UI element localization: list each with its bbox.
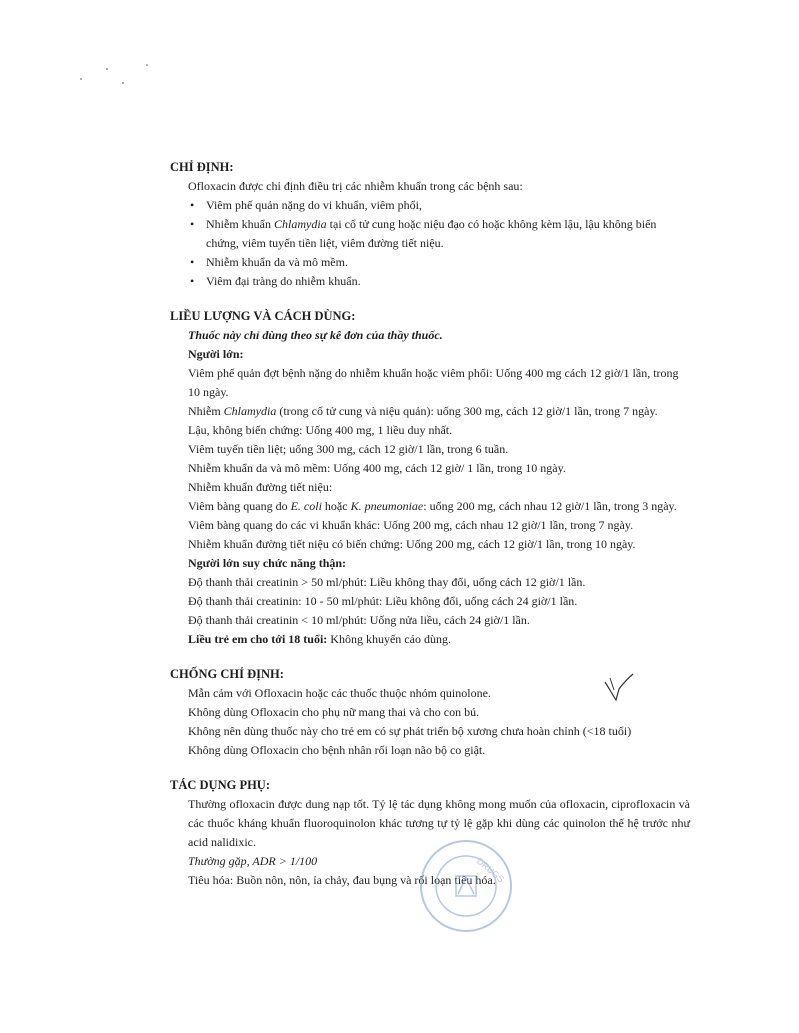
dose-line: Độ thanh thải creatinin < 10 ml/phút: Uống nửa liều, cách 24 giờ/1 lần. <box>188 613 530 627</box>
heading-lieu-luong: LIỀU LƯỢNG VÀ CÁCH DÙNG: <box>170 309 356 323</box>
heading-tac-dung-phu: TÁC DỤNG PHỤ: <box>170 778 270 792</box>
dose-line: Nhiễm khuẩn đường tiết niệu có biến chứng: Uống 200 mg, cách 12 giờ/1 lần, trong 10 ngày. <box>188 537 636 551</box>
contraindication-item: Không nên dùng thuốc này cho trẻ em có sự phát triển bộ xương chưa hoàn chỉnh (<18 tuổi) <box>188 724 632 738</box>
section-lieu-luong <box>170 307 690 649</box>
contraindication-item: Mẫn cảm với Ofloxacin hoặc các thuốc thuộc nhóm quinolone. <box>188 686 491 700</box>
adult-label: Người lớn: <box>188 347 244 361</box>
side-effect-gi: Tiêu hóa: Buồn nôn, nôn, ỉa chảy, đau bụng và rối loạn tiêu hóa. <box>188 873 496 887</box>
seal-stamp <box>418 838 514 934</box>
dose-line: Nhiễm khuẩn da và mô mềm: Uống 400 mg, cách 12 giờ/ 1 lần, trong 10 ngày. <box>188 461 566 475</box>
list-item: • Nhiễm khuẩn da và mô mềm. <box>188 253 690 272</box>
list-item: • Viêm phế quản nặng do vi khuẩn, viêm phổi, <box>188 196 690 215</box>
dose-line: Độ thanh thải creatinin > 50 ml/phút: Liều không thay đổi, uống cách 12 giờ/1 lần. <box>188 575 586 589</box>
heading-chong-chi-dinh: CHỐNG CHỈ ĐỊNH: <box>170 667 284 681</box>
dose-line: Nhiễm khuẩn đường tiết niệu: <box>188 480 333 494</box>
list-item: • Viêm đại tràng do nhiễm khuẩn. <box>188 272 690 291</box>
renal-label: Người lớn suy chức năng thận: <box>188 556 347 570</box>
scan-specks <box>78 62 158 92</box>
chi-dinh-list <box>170 196 690 291</box>
heading-chi-dinh: CHỈ ĐỊNH: <box>170 160 234 174</box>
dose-line: Viêm bàng quang do E. coli hoặc K. pneumoniae: uống 200 mg, cách nhau 12 giờ/1 lần, trong 3 ngày. <box>188 499 677 513</box>
list-item: • Nhiễm khuẩn Chlamydia tại cổ tử cung hoặc niệu đạo có hoặc không kèm lậu, lậu không biến chứng, viêm tuyến tiền liệt, viêm đường tiết niệu. <box>188 215 690 253</box>
prescription-note: Thuốc này chỉ dùng theo sự kê đơn của thầy thuốc. <box>188 328 443 342</box>
side-effect-paragraph: Thường ofloxacin được dung nạp tốt. Tỷ lệ tác dụng không mong muốn của ofloxacin, ciprofloxacin và các thuốc kháng khuẩn fluoroquinolon khác tương tự tỷ lệ gặp khi dùng các quinolon thế hệ trước như acid nalidixic. <box>188 797 690 849</box>
dose-line: Lậu, không biến chứng: Uống 400 mg, 1 liều duy nhất. <box>188 423 453 437</box>
dose-line: Viêm phế quản đợt bệnh nặng do nhiễm khuẩn hoặc viêm phổi: Uống 400 mg cách 12 giờ/1 lần, trong 10 ngày. <box>188 366 679 399</box>
section-chi-dinh <box>170 158 690 291</box>
contraindication-item: Không dùng Ofloxacin cho bệnh nhân rối loạn não bộ co giật. <box>188 743 486 757</box>
dose-line: Viêm tuyến tiền liệt; uống 300 mg, cách 12 giờ/1 lần, trong 6 tuần. <box>188 442 509 456</box>
document-body <box>170 158 690 906</box>
dose-line: Độ thanh thải creatinin: 10 - 50 ml/phút: Liều không đổi, uống cách 24 giờ/1 lần. <box>188 594 578 608</box>
dose-line: Viêm bàng quang do các vi khuẩn khác: Uống 200 mg, cách nhau 12 giờ/1 lần, trong 7 ngày. <box>188 518 634 532</box>
dose-line: Nhiễm Chlamydia (trong cổ tử cung và niệu quản): uống 300 mg, cách 12 giờ/1 lần, trong 7 ngày. <box>188 404 658 418</box>
frequency-note: Thường gặp, ADR > 1/100 <box>188 854 318 868</box>
contraindication-item: Không dùng Ofloxacin cho phụ nữ mang thai và cho con bú. <box>188 705 480 719</box>
chi-dinh-intro: Ofloxacin được chỉ định điều trị các nhiễm khuẩn trong các bệnh sau: <box>188 179 523 193</box>
initials-signature-mark <box>602 672 636 704</box>
svg-text:DRUGS: DRUGS <box>474 855 507 885</box>
child-dose: Liều trẻ em cho tới 18 tuổi: Không khuyến cáo dùng. <box>188 632 451 646</box>
